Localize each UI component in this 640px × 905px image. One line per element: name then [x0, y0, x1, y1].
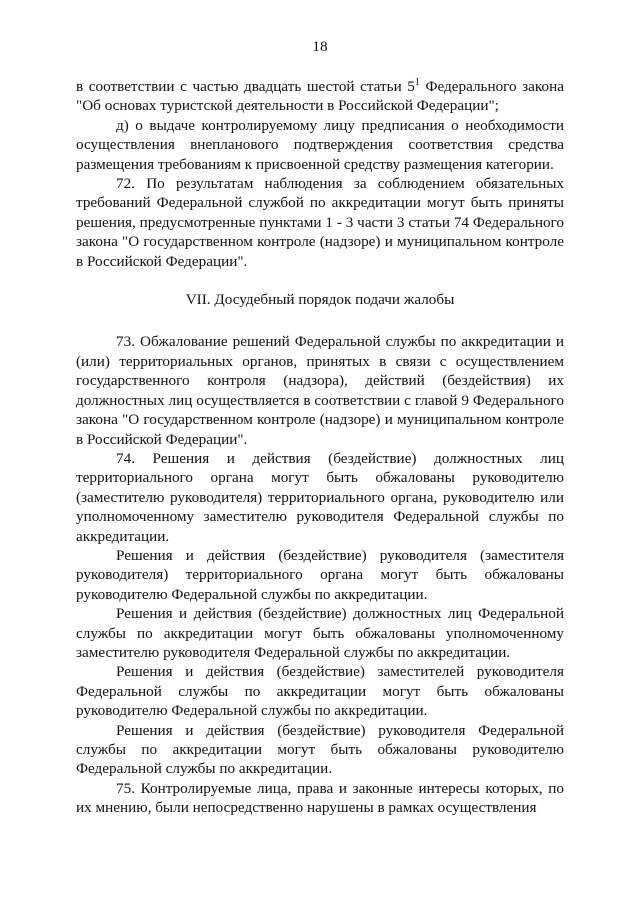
section-heading: VII. Досудебный порядок подачи жалобы — [185, 291, 455, 309]
page-number: 18 — [312, 38, 328, 55]
paragraph-74: 74. Решения и действия (бездействие) должностных лиц территориального органа могут быть обжалованы руководителю (заместителю руководителя) территориального органа, руководителю или уполномоченному заместителю руководителя Федеральной службы по аккредитации. — [76, 449, 564, 545]
paragraph-continuation — [76, 77, 564, 116]
paragraph-74-sub-3: Решения и действия (бездействие) заместителей руководителя Федеральной службы по аккредитации могут быть обжалованы руководителю Федеральной службы по аккредитации. — [76, 663, 564, 720]
paragraph-74-sub-1: Решения и действия (бездействие) руководителя (заместителя руководителя) территориального органа могут быть обжалованы руководителю Федеральной службы по аккредитации. — [76, 546, 564, 603]
spacer — [76, 271, 564, 290]
paragraph-text: в соответствии с частью двадцать шестой статьи 5 — [76, 78, 415, 95]
paragraph-74-sub-2: Решения и действия (бездействие) должностных лиц Федеральной службы по аккредитации могут быть обжалованы уполномоченному заместителю руководителя Федеральной службы по аккредитации. — [76, 605, 564, 661]
superscript-number: 1 — [414, 77, 420, 88]
paragraph-text: Федерального закона "Об основах туристской деятельности в Российской Федерации"; — [76, 78, 564, 115]
paragraph-73: 73. Обжалование решений Федеральной службы по аккредитации и (или) территориальных органов, принятых в связи с осуществлением государственного контроля (надзора), действий (бездействия) их должностных лиц осуществляется в соответствии с главой 9 Федерального закона "О государственном контроле (надзоре) и муниципальном контроле в Российской Федерации". — [76, 333, 564, 448]
paragraph-75: 75. Контролируемые лица, права и законные интересы которых, по их мнению, были непосредственно нарушены в рамках осуществления — [76, 779, 564, 817]
spacer — [76, 309, 564, 332]
paragraph-72: 72. По результатам наблюдения за соблюдением обязательных требований Федеральной службой по аккредитации могут быть приняты решения, предусмотренные пунктами 1 - 3 части 3 статьи 74 Федерального закона "О государственном контроле (надзоре) и муниципальном контроле в Российской Федерации". — [76, 175, 564, 270]
document-body — [76, 77, 564, 818]
paragraph-item-d: д) о выдаче контролируемому лицу предписания о необходимости осуществления внепланового подтверждения соответствия средства размещения требованиям к присвоенной средству размещения категории. — [76, 116, 564, 173]
paragraph-74-sub-4: Решения и действия (бездействие) руководителя Федеральной службы по аккредитации могут быть обжалованы руководителю Федеральной службы по аккредитации. — [76, 721, 564, 778]
